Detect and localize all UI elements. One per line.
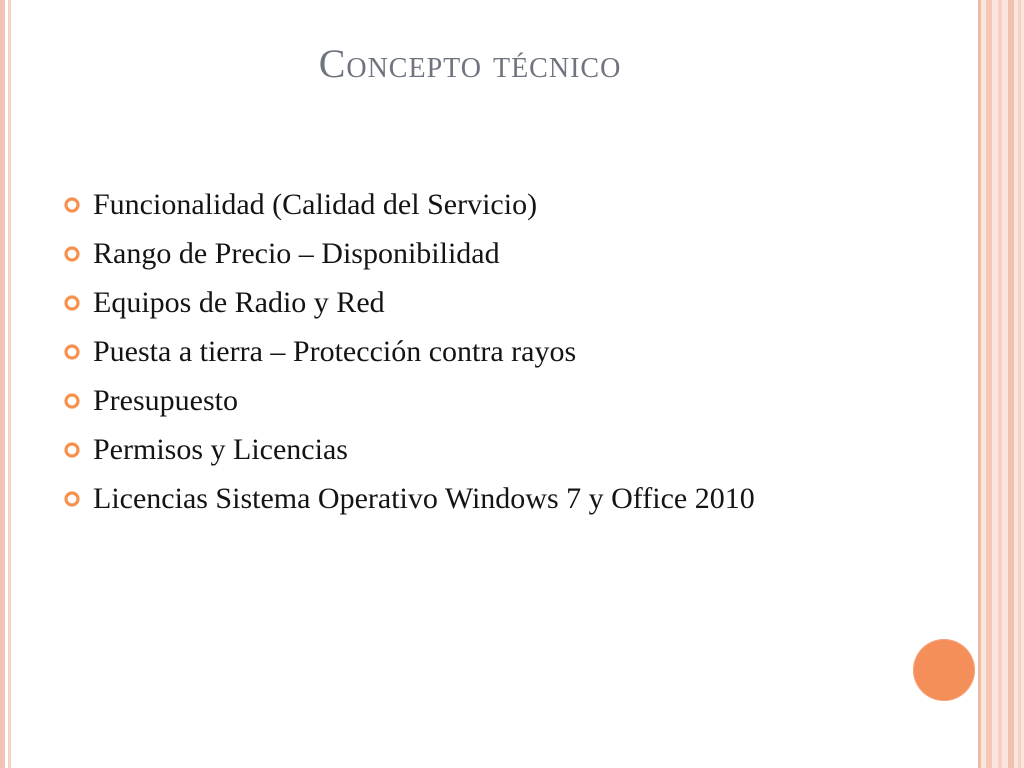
right-border-line	[998, 0, 1002, 768]
bullet-text: Equipos de Radio y Red	[93, 286, 385, 319]
bullet-item	[62, 333, 892, 370]
bullet-item	[62, 186, 892, 223]
bullet-icon	[64, 344, 80, 360]
bullet-text: Permisos y Licencias	[93, 433, 348, 466]
bullet-item	[62, 480, 892, 517]
bullet-text: Licencias Sistema Operativo Windows 7 y Office 2010	[93, 482, 755, 515]
bullet-icon	[64, 442, 80, 458]
bullet-icon	[64, 295, 80, 311]
bullet-item	[62, 284, 892, 321]
right-border-line	[1018, 0, 1021, 768]
right-border-line	[986, 0, 992, 768]
slide-title: Concepto técnico	[318, 41, 622, 86]
left-border-line	[8, 0, 11, 768]
bullet-item	[62, 382, 892, 419]
bullet-icon	[64, 491, 80, 507]
bullet-icon	[64, 197, 80, 213]
bullet-icon	[64, 393, 80, 409]
right-border-line	[1008, 0, 1014, 768]
bullet-text: Rango de Precio – Disponibilidad	[93, 237, 500, 270]
bullet-text: Funcionalidad (Calidad del Servicio)	[93, 188, 538, 221]
bullet-item	[62, 431, 892, 468]
bullet-item	[62, 235, 892, 272]
right-border-line	[978, 0, 981, 768]
bullet-text: Puesta a tierra – Protección contra rayos	[93, 335, 577, 368]
decorative-orange-circle	[913, 639, 975, 701]
bullet-text: Presupuesto	[93, 384, 238, 417]
left-border-stripe	[0, 0, 5, 768]
bullet-icon	[64, 246, 80, 262]
bullet-list	[62, 186, 892, 529]
